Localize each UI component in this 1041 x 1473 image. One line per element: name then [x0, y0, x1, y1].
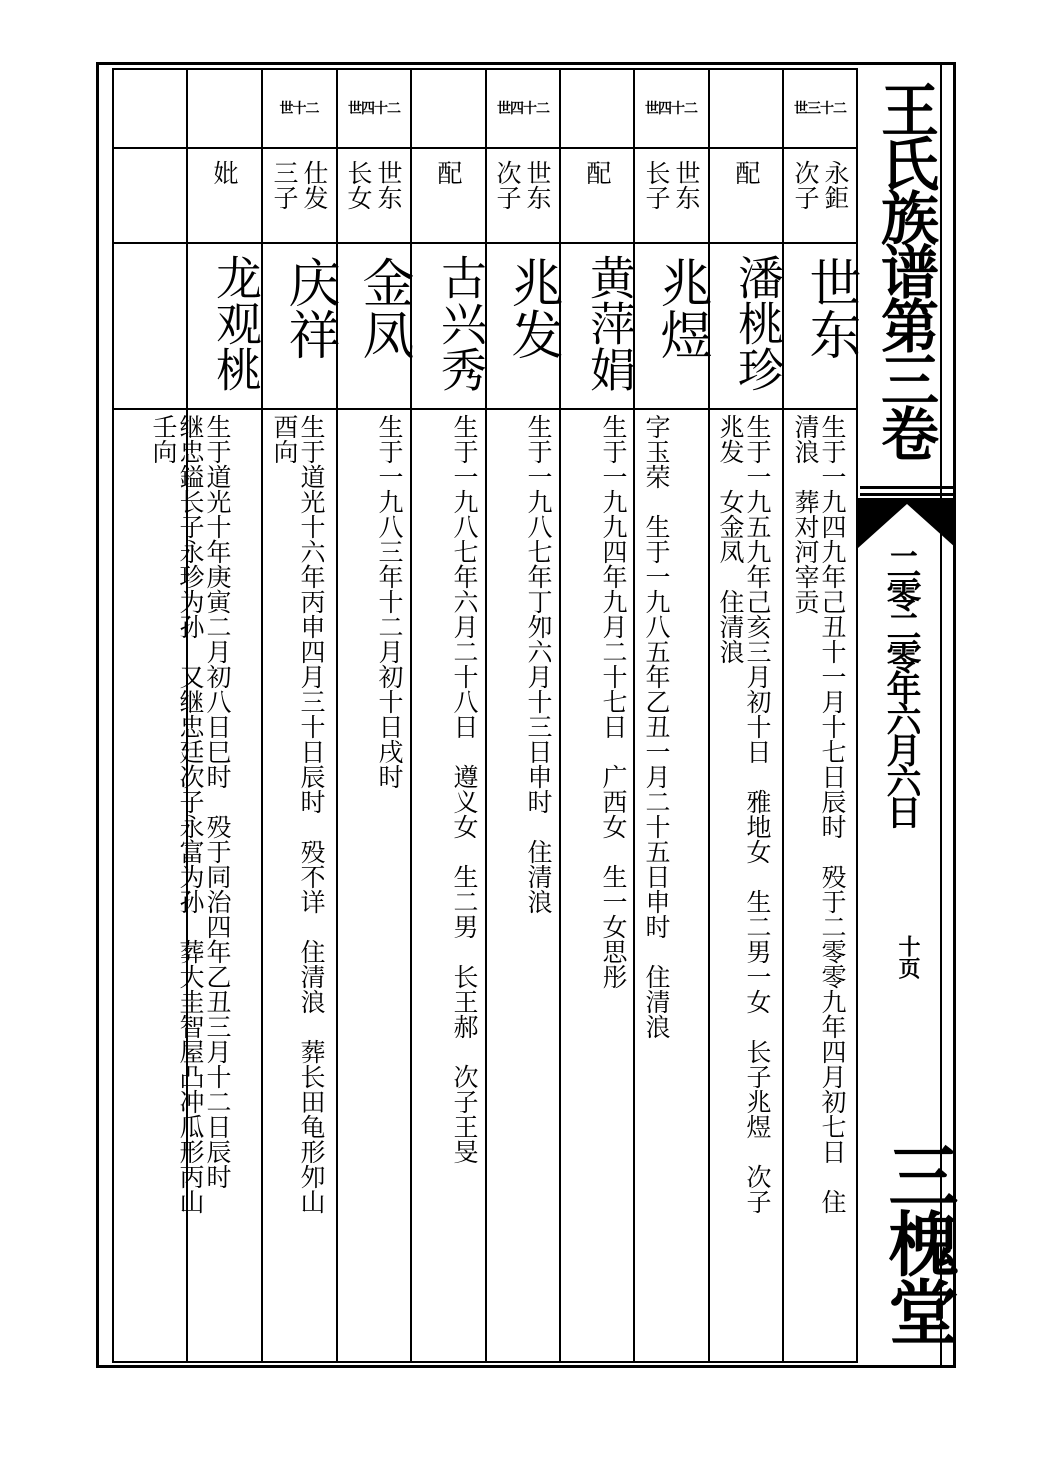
- relation-label: 妣: [210, 160, 239, 185]
- relation-label: 配: [434, 160, 463, 185]
- person-name: 黄萍娟: [583, 254, 637, 392]
- relation-label: 永鉅 次子: [791, 160, 850, 210]
- biography-text: 生于一九八三年十二月初十日戌时: [375, 414, 404, 789]
- generation-label: 世四十二: [645, 101, 697, 117]
- biography-text: 生于道光十年庚寅二月初八日巳时 殁于同治四年乙丑三月十二日辰时 继忠鎰长子永珍为孙 又继忠廷次子永富为孙 葬大圭智屋凸冲瓜形丙山 壬向: [149, 414, 232, 1214]
- row-divider: [112, 147, 858, 149]
- biography-text: 生于一九四九年己丑十一月十七日辰时 殁于二零零九年四月初七日 住 清浪 葬对河宰贡: [791, 414, 847, 1214]
- relation-label: 世东 长女: [344, 160, 403, 210]
- publication-date: 二零二零年六月六日: [881, 546, 922, 825]
- title-rule: [860, 493, 954, 496]
- biography-text: 生于道光十六年丙申四月三十日辰时 殁不详 住清浪 葬长田龟形夘山 酉向: [270, 414, 326, 1214]
- book-title: 王氏族谱第三卷: [871, 80, 939, 458]
- relation-label: 配: [732, 160, 761, 185]
- row-divider: [112, 408, 858, 410]
- biography-text: 生于一九八七年丁夘六月十三日申时 住清浪: [524, 414, 553, 914]
- person-name: 潘桃珍: [731, 254, 785, 392]
- hall-name: 三槐堂: [877, 1140, 960, 1344]
- person-name: 兆煜: [651, 256, 711, 360]
- relation-label: 世东 长子: [642, 160, 701, 210]
- generation-label: 世四十二: [497, 101, 549, 117]
- page-number: 十页: [895, 935, 921, 979]
- generation-label: 世十二: [279, 101, 319, 117]
- relation-label: 仕发 三子: [270, 160, 329, 210]
- relation-label: 世东 次子: [493, 160, 552, 210]
- decorative-wedge: [858, 498, 956, 548]
- generation-label: 世四十二: [348, 101, 400, 117]
- person-name: 古兴秀: [434, 254, 488, 392]
- generation-label: 世三十二: [794, 101, 846, 117]
- person-name: 世东: [800, 256, 860, 360]
- biography-text: 生于一九八七年六月二十八日 遵义女 生二男 长王郝 次子王旻: [450, 414, 479, 1164]
- person-name: 龙观桃: [209, 254, 263, 392]
- person-name: 兆发: [502, 256, 562, 360]
- biography-text: 生于一九九四年九月二十七日 广西女 生一女思彤: [599, 414, 628, 989]
- title-rule: [860, 486, 954, 489]
- person-name: 金凤: [353, 256, 413, 360]
- relation-label: 配: [583, 160, 612, 185]
- person-name: 庆祥: [279, 256, 339, 360]
- biography-text: 字玉荣 生于一九八五年乙丑一月二十五日申时 住清浪: [642, 414, 671, 1039]
- row-divider: [112, 242, 858, 244]
- biography-text: 生于一九五九年己亥三月初十日 雅地女 生二男一女 长子兆煜 次子 兆发 女金凤 住清浪: [716, 414, 772, 1214]
